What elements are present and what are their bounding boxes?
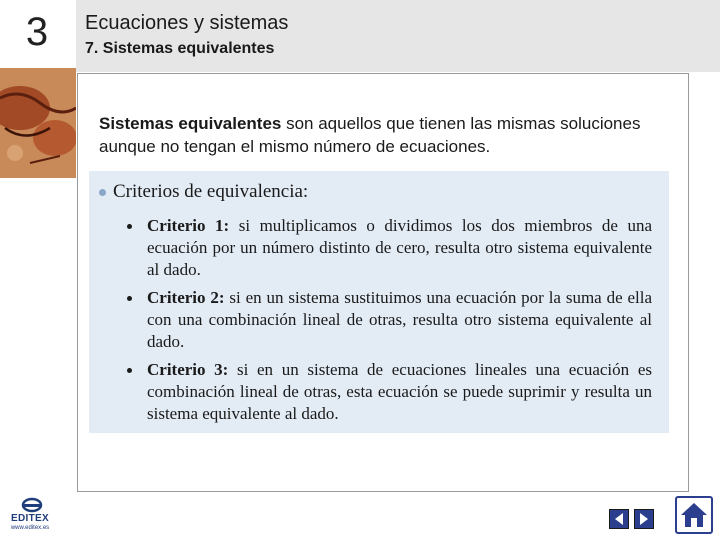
next-button[interactable] xyxy=(634,509,654,529)
intro-term: Sistemas equivalentes xyxy=(99,114,282,133)
left-sidebar xyxy=(0,0,76,540)
home-button[interactable] xyxy=(675,496,713,534)
criteria-list xyxy=(127,215,652,431)
criterion-label: Criterio 1: xyxy=(147,216,230,235)
intro-paragraph xyxy=(99,112,669,158)
list-item xyxy=(127,215,652,281)
logo-url: www.editex.es xyxy=(10,525,50,531)
criteria-heading: Criterios de equivalencia: xyxy=(113,181,309,202)
arrow-left-icon xyxy=(610,510,628,528)
bullet-icon xyxy=(127,224,132,229)
criterion-label: Criterio 3: xyxy=(147,360,229,379)
arrow-right-icon xyxy=(635,510,653,528)
criterion-text: si en un sistema sustituimos una ecuación por la suma de ella con una combinación lineal de otras, resulta otro sistema equivalente al dado. xyxy=(147,288,653,351)
logo-name: EDITEX xyxy=(11,513,49,524)
logo-mark-icon xyxy=(4,495,56,515)
chapter-number: 3 xyxy=(25,10,49,54)
intro-text: son aquellos que tienen las mismas soluciones aunque no tengan el mismo número de ecuaciones. xyxy=(99,114,641,156)
header-bar xyxy=(76,0,720,72)
bullet-icon xyxy=(127,368,132,373)
list-item xyxy=(127,287,652,353)
criterion-text: si multiplicamos o dividimos los dos miembros de una ecuación por un número distinto de cero, resulta otro sistema equivalente al dado. xyxy=(147,216,652,279)
prev-button[interactable] xyxy=(609,509,629,529)
home-icon xyxy=(677,498,711,532)
criteria-box xyxy=(89,171,669,433)
heading-bullet-icon xyxy=(99,189,106,196)
bullet-icon xyxy=(127,296,132,301)
editex-logo xyxy=(4,495,56,535)
list-item xyxy=(127,359,652,425)
criterion-label: Criterio 2: xyxy=(147,288,225,307)
cave-painting-image xyxy=(0,68,76,178)
criterion-text: si en un sistema de ecuaciones lineales una ecuación es combinación lineal de otras, esta ecuación se puede suprimir y resulta un sistema equivalente al dado. xyxy=(147,360,652,423)
content-frame xyxy=(77,73,689,492)
page-title: Ecuaciones y sistemas xyxy=(85,12,289,34)
section-title: 7. Sistemas equivalentes xyxy=(85,40,275,57)
